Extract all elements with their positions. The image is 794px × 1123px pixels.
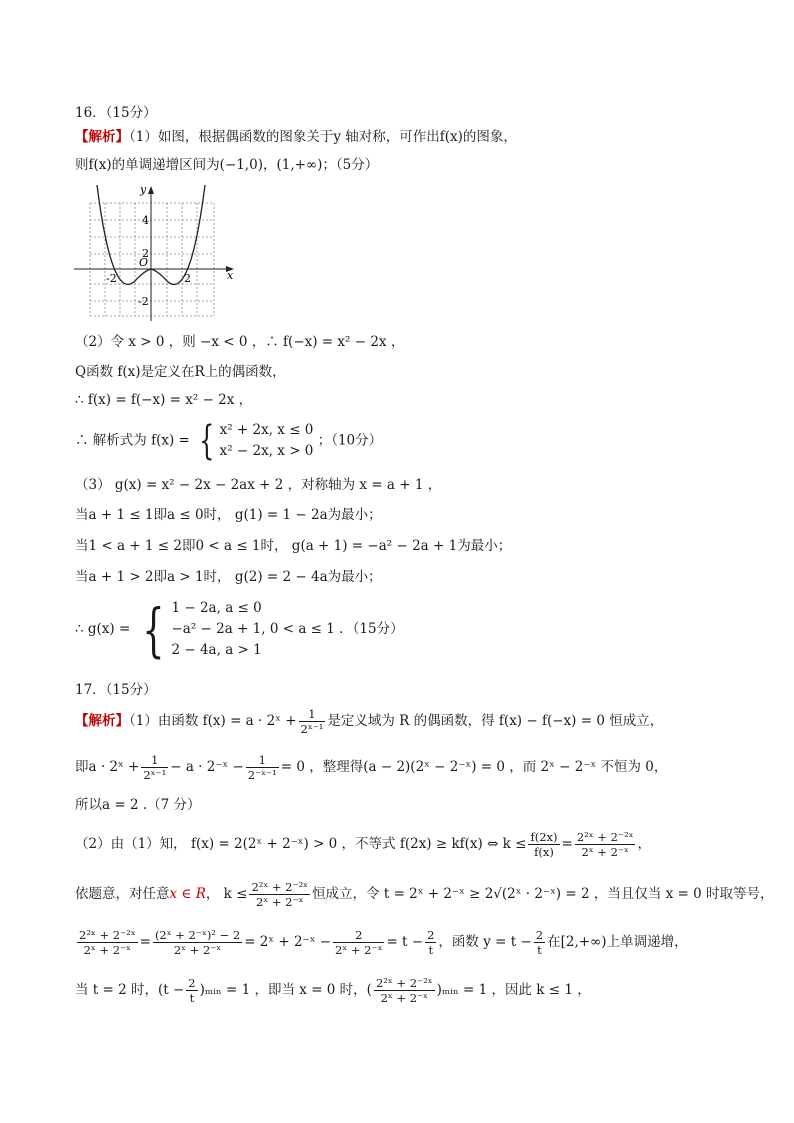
fraction: $\frac{2}{\text{2ˣ + 2⁻ˣ}}$ xyxy=(335,928,383,957)
left-brace-icon: { xyxy=(199,418,215,464)
q16-line1 xyxy=(75,127,517,147)
analysis-tag: 【解析】 xyxy=(75,713,129,729)
fraction: $\frac{\text{(2ˣ + 2⁻ˣ)² − 2}}{\text{2ˣ + 2⁻ˣ}}$ xyxy=(154,928,241,957)
q17-part2-line4: 当 t = 2 时，(t − $\frac{2}{t}$ )ₘᵢₙ = 1 ，即当 x = 0 时，( $\frac{\text{2²ˣ + 2⁻²ˣ}}{\text{2ˣ + 2⁻ˣ}}$ )ₘᵢₙ = 1 ，因此 k ≤ 1 ， xyxy=(75,976,591,1005)
q16-part3-line1: （3） g(x) = x² − 2x − 2ax + 2 ，对称轴为 x = a + 1 ， xyxy=(75,477,442,493)
q16-part2-line1: （2）令 x > 0 ，则 −x < 0 ，∴ f(−x) = x² − 2x ， xyxy=(75,334,405,350)
fraction: $\frac{\text{2²ˣ + 2⁻²ˣ}}{\text{2ˣ + 2⁻ˣ}}$ xyxy=(79,928,136,957)
tick-y-neg2: -2 xyxy=(138,295,149,308)
fraction: $\frac{\text{2²ˣ + 2⁻²ˣ}}{\text{2ˣ + 2⁻ˣ}}$ xyxy=(375,976,433,1005)
piecewise-prefix: ∴ 解析式为 f(x) = xyxy=(75,432,190,449)
tick-x-neg2: -2 xyxy=(106,272,117,285)
fraction: $\frac{2}{t}$ xyxy=(427,928,435,957)
fraction: $\frac{\text{2²ˣ + 2⁻²ˣ}}{\text{2ˣ + 2⁻ˣ}}$ xyxy=(576,830,634,859)
q17-part2-line3: $\frac{\text{2²ˣ + 2⁻²ˣ}}{\text{2ˣ + 2⁻ˣ}}$ = $\frac{\text{(2ˣ + 2⁻ˣ)² − 2}}{\text{2ˣ + 2⁻ˣ}}$ = 2ˣ + 2⁻ˣ − $\frac{2}{\text{2ˣ + 2⁻ˣ}}$ = t − $\frac{2}{t}$ ，函数 y = t − $\frac{2}{t}$ 在[2,+∞)上单调递增， xyxy=(79,928,688,957)
fraction: $\frac{f(2x)}{f(x)}$ xyxy=(530,830,558,859)
fraction: $\frac{1}{\text{2⁻ˣ⁻¹}}$ xyxy=(247,753,277,782)
q16-part2-piecewise xyxy=(75,420,382,462)
q17-part1-b: 是定义域为 R 的偶函数，得 f(x) − f(−x) = 0 恒成立， xyxy=(327,713,664,729)
case-1: x² + 2x, x ≤ 0 xyxy=(219,422,314,438)
tick-y-4: 4 xyxy=(142,214,149,227)
q17-part1-line1 xyxy=(75,707,663,736)
q17-part2-line2: 依题意，对任意x ∈ R， k ≤ $\frac{\text{2²ˣ + 2⁻²ˣ}}{\text{2ˣ + 2⁻ˣ}}$ 恒成立，令 t = 2ˣ + 2⁻ˣ ≥ 2√(2ˣ · 2⁻ˣ) = 2 ，当且仅当 x = 0 时取等号， xyxy=(75,880,774,909)
y-axis-arrow-icon xyxy=(148,186,154,194)
q16-part1-answer: 则f(x)的单调递增区间为(−1,0)，(1,+∞)；（5分） xyxy=(75,157,379,173)
tick-x-2: 2 xyxy=(184,272,191,285)
q17-part1-conclusion: 所以a = 2 .（7 分） xyxy=(75,797,201,813)
case-2: −a² − 2a + 1, 0 < a ≤ 1 xyxy=(171,621,335,637)
origin-label: O xyxy=(139,256,149,269)
q17-part2-line1: （2）由（1）知， f(x) = 2(2ˣ + 2⁻ˣ) > 0 ，不等式 f(2x) ≥ kf(x) ⇔ k ≤ $\frac{f(2x)}{f(x)}$ = $\frac{\text{2²ˣ + 2⁻²ˣ}}{\text{2ˣ + 2⁻ˣ}}$ ， xyxy=(75,830,651,859)
q16-header: 16．（15分） xyxy=(75,105,157,121)
analysis-tag: 【解析】 xyxy=(75,129,129,145)
piecewise-cases xyxy=(171,598,334,661)
piecewise-suffix: ；（10分） xyxy=(317,432,383,449)
q16-part3-line3: 当1 < a + 1 ≤ 2即0 < a ≤ 1时， g(a + 1) = −a² − 2a + 1为最小； xyxy=(75,538,512,554)
case-3: 2 − 4a, a > 1 xyxy=(171,642,262,658)
fraction: $\frac{1}{\text{2ˣ⁻¹}}$ xyxy=(300,707,324,736)
fraction: $\frac{\text{2²ˣ + 2⁻²ˣ}}{\text{2ˣ + 2⁻ˣ}}$ xyxy=(251,880,309,909)
q16-part3-line4: 当a + 1 > 2即a > 1时， g(2) = 2 − 4a为最小； xyxy=(75,569,382,585)
case-2: x² − 2x, x > 0 xyxy=(219,443,314,459)
q16-part2-line3: ∴ f(x) = f(−x) = x² − 2x ， xyxy=(75,392,253,408)
q16-part1-text: （1）如图，根据偶函数的图象关于y 轴对称，可作出f(x)的图象， xyxy=(129,129,517,145)
fraction: $\frac{1}{\text{2ˣ⁻¹}}$ xyxy=(143,753,167,782)
fraction: $\frac{2}{t}$ xyxy=(535,928,544,957)
q17-part1-a: （1）由函数 f(x) = a · 2ˣ + xyxy=(129,713,297,729)
grid xyxy=(90,203,214,316)
piecewise-prefix: ∴ g(x) = xyxy=(75,621,131,637)
q17-part1-line2: 即a · 2ˣ + $\frac{1}{\text{2ˣ⁻¹}}$ − a · 2⁻ˣ − $\frac{1}{\text{2⁻ˣ⁻¹}}$ = 0 ，整理得(a − 2)(2ˣ − 2⁻ˣ) = 0 ，而 2ˣ − 2⁻ˣ 不恒为 0， xyxy=(75,753,668,782)
function-graph xyxy=(72,183,237,323)
fraction: $\frac{2}{t}$ xyxy=(188,976,196,1005)
case-1: 1 − 2a, a ≤ 0 xyxy=(171,600,262,616)
piecewise-cases xyxy=(220,420,314,462)
tick-y-2: 2 xyxy=(142,247,149,260)
q16-part3-line2: 当a + 1 ≤ 1即a ≤ 0时， g(1) = 1 − 2a为最小； xyxy=(75,507,382,523)
y-label: y xyxy=(140,183,147,196)
q16-part3-piecewise xyxy=(75,595,404,664)
red-condition: x ∈ R xyxy=(169,886,206,902)
x-label: x xyxy=(227,269,234,282)
q17-header: 17．（15分） xyxy=(75,682,157,698)
piecewise-suffix: ．（15分） xyxy=(339,621,404,637)
q16-part2-line2: Q函数 f(x)是定义在R上的偶函数， xyxy=(75,364,286,380)
left-brace-icon: { xyxy=(141,595,165,664)
